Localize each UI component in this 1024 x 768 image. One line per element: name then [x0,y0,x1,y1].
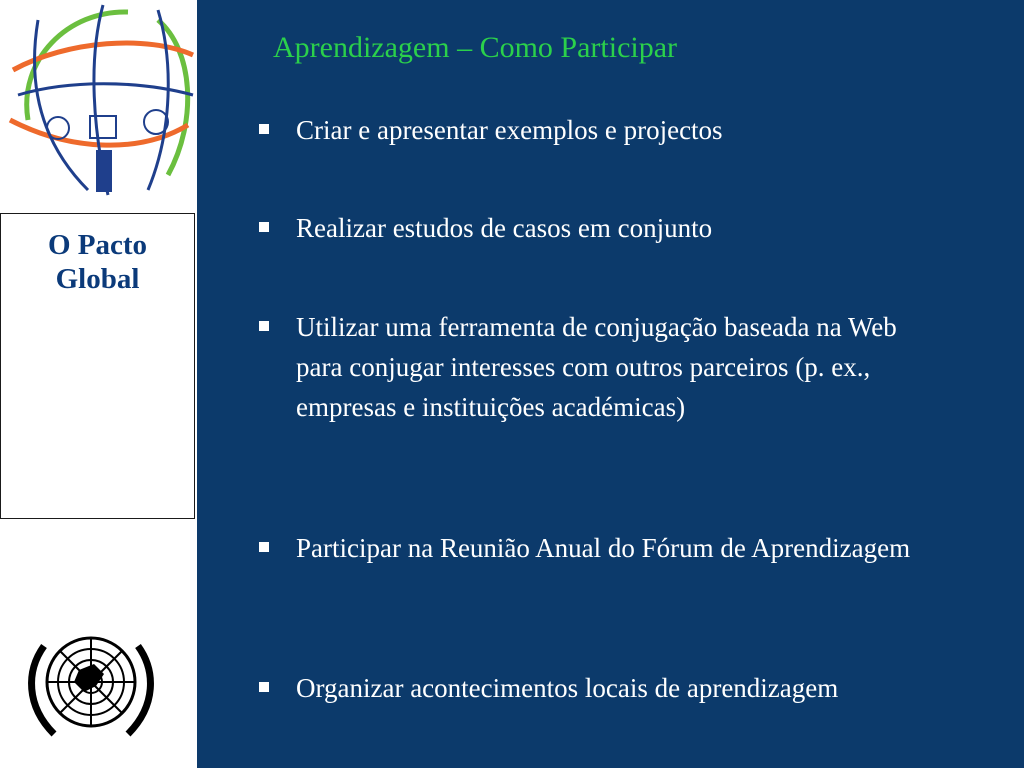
bullet-text: Realizar estudos de casos em conjunto [296,213,713,243]
bullet-text: Utilizar uma ferramenta de conjugação baseada na Web para conjugar interesses com outros parceiros (p. ex., empresas e instituições académicas) [296,312,897,422]
slide-heading: Aprendizagem – Como Participar [273,31,678,64]
sidebar [0,0,197,768]
ilo-icon [90,116,116,138]
bullet-item [257,307,937,427]
human-rights-icon [47,117,69,139]
sidebar-title [1,228,194,296]
sidebar-title-line-2: Global [55,263,140,295]
sidebar-title-line-1: O Pacto [47,229,148,261]
bullet-item [257,208,937,248]
bullet-square-icon [259,682,269,692]
bullet-item [257,668,937,708]
undp-icon [96,150,112,192]
bullet-square-icon [259,124,269,134]
sidebar-title-box [0,213,195,519]
global-compact-globe-icon [8,0,198,200]
un-emblem-icon [24,626,158,744]
bullet-square-icon [259,222,269,232]
bullet-square-icon [259,321,269,331]
bullet-text: Organizar acontecimentos locais de aprendizagem [296,673,839,703]
bullet-text: Participar na Reunião Anual do Fórum de Aprendizagem [296,533,911,563]
bullet-text: Criar e apresentar exemplos e projectos [296,115,723,145]
bullet-item [257,528,937,568]
bullet-square-icon [259,542,269,552]
slide-content [197,0,1024,768]
bullet-item [257,110,937,150]
